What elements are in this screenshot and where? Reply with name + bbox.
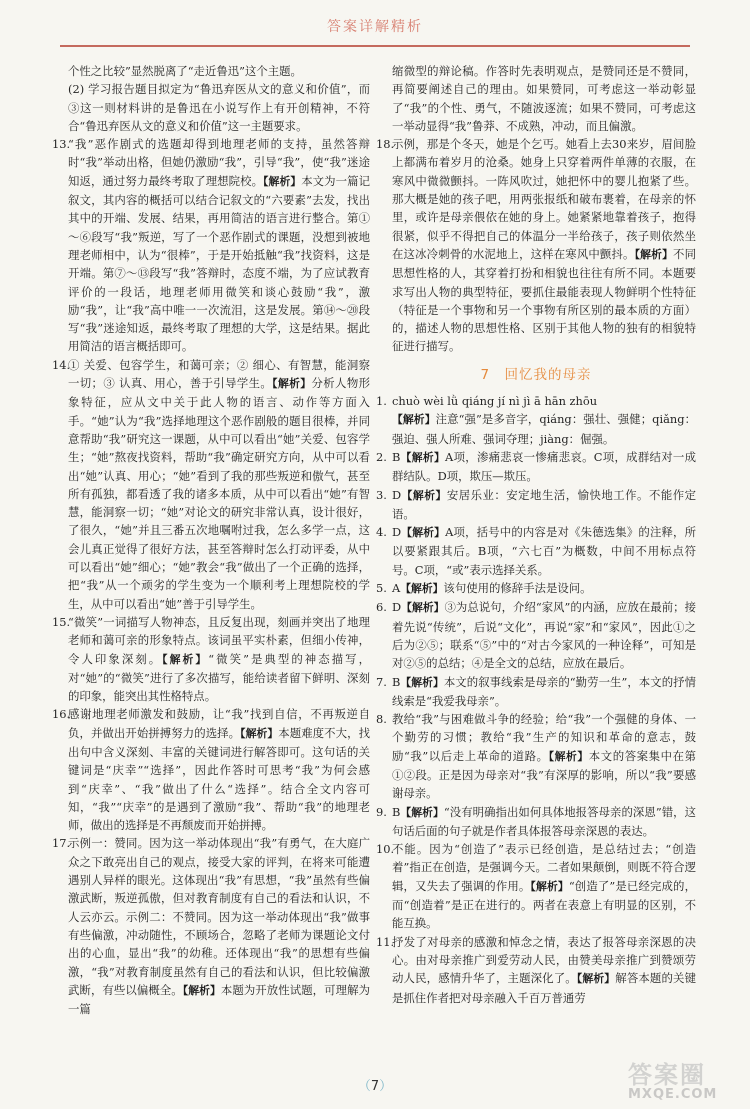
analysis-text: “创造了”是已经完成的，而“创造着”是正在进行的。两者在表意上有明显的区别，不能互换。	[392, 878, 696, 931]
analysis-text: 安居乐业：安定地生活，愉快地工作。不能作定语。	[392, 487, 696, 521]
answer-body: “我”恶作剧式的选题却得到地理老师的支持，虽然答辩时“我”举动出格，但她仍激励“我”，引导“我”，使“我”迷途知返，通过努力最终考取了理想院校。	[68, 137, 370, 188]
analysis-tag: 【解析】	[400, 582, 444, 596]
answer-text	[392, 135, 696, 356]
page-bracket-right: ）	[379, 1079, 393, 1094]
analysis-text: 分析人物形象特征，应从文中关于此人物的语言、动作等方面入手。“她”认为“我”选择地理这个恶作剧般的题目很棒，并同意帮助“我”研究这一课题，从中可以看出“她”关爱、包容学生；“她”熬夜找资料，帮助“我”确定研究方向，从中可以看出“她”认真、用心；“她”看到了我的那些叛逆和傲气，甚至所有孤独，都看透了我的诸多本质，从中可以看出“她”有智慧，能洞察一切；“她”对论文的研究非常认真，设计很好，了很久，“她”并且三番五次地嘱咐过我，怎么多学一点，这会儿真正觉得了很好方法，甚至答辩时怎么打动评委，从中可以看出“她”细心；“她”教会“我”做出了一个正确的选择，把“我”从一个顽劣的学生变为一个顺利考上理想院校的学生，从中可以看出“她”善于引导学生。	[68, 376, 370, 611]
analysis-text: 该句使用的修辞手法是设问。	[443, 581, 592, 596]
answer-item	[376, 62, 696, 135]
answer-text	[392, 486, 696, 524]
answer-number: 8.	[376, 712, 387, 727]
answer-body: ① 关爱、包容学生，和蔼可亲；② 细心、有智慧，能洞察一切；③ 认真、用心，善于引导学生。	[68, 357, 370, 391]
answer-item	[52, 135, 370, 356]
answer-item	[52, 62, 370, 135]
header-title: 答案详解精析	[327, 19, 423, 35]
analysis-tag: 【解析】	[401, 526, 446, 540]
analysis-text: 本文为一篇记叙文，其内容的概括可以结合记叙文的“六要素”去发，找出其中的开端、发展、结果，再用简洁的语言进行整合。第①～⑥段写“我”叛逆，写了一个恶作剧式的课题，没想到被地理老师相中，认为“很棒”，于是开始抵触“我”找资料，这是开端。第⑦～⑬段写“我”答辩时，态度不端，为了应试教育评价的一段话，地理老师用微笑和谈心鼓励“我”，激励“我”，让“我”高中唯一一次流泪，这是发展。第⑭～⑳段写“我”迷途知返，最终考取了理想的大学，这是结果。据此用简洁的语言概括即可。	[68, 173, 370, 354]
answer-item	[376, 486, 696, 524]
analysis-tag: 【解析】	[182, 983, 221, 997]
answer-body: 不能。因为“创造了”表示已经创造，是总结过去；“创造着”指正在创造，是强调今天。二者如果颠倒，则既不符合逻辑，又失去了强调的作用。	[392, 842, 696, 893]
analysis-tag: 【解析】	[401, 488, 447, 502]
answer-number: 17.	[52, 836, 71, 851]
analysis-tag: 【解析】	[576, 972, 616, 986]
answer-body: “微笑”一词描写人物神态，且反复出现，刻画并突出了地理老师和蔼可亲的形象特点。该词虽平实朴素，但细小传神，令人印象深刻。	[68, 614, 370, 666]
watermark-text: 答案圈	[628, 1061, 706, 1089]
page-header	[0, 0, 750, 62]
answer-item	[376, 710, 696, 802]
answer-body: A	[392, 581, 401, 596]
answer-item	[376, 448, 696, 486]
page-number	[345, 1075, 405, 1094]
answer-text	[392, 392, 696, 410]
answer-item	[376, 803, 696, 841]
answer-text	[68, 834, 370, 1018]
analysis-tag: 【解析】	[400, 805, 444, 819]
right-column-bottom	[376, 392, 696, 1007]
answer-number: 18.	[376, 137, 395, 152]
answer-body: 缩微型的辩论稿。作答时先表明观点，是赞同还是不赞同，再简要阐述自己的理由。如果赞同，可考虑这一举动彰显了“我”的个性、勇气，不随波逐流；如果不赞同，可考虑这一举动显得“我”鲁莽、不成熟，冲动，而且偏激。	[392, 64, 696, 133]
answer-text	[392, 840, 696, 932]
analysis-tag: 【解析】	[400, 675, 444, 689]
answer-number: 13.	[52, 137, 71, 152]
answer-number: 2.	[376, 449, 387, 464]
answer-text	[392, 710, 696, 802]
right-column-top	[376, 62, 696, 356]
answer-text	[392, 803, 696, 841]
answer-number: 16.	[52, 707, 71, 722]
answer-text	[392, 673, 696, 711]
answer-number: 6.	[376, 600, 387, 615]
analysis-text: 本题为开放性试题，可理解为一篇	[68, 982, 370, 1017]
answer-body: 个性之比较”显然脱离了“走近鲁迅”这个主题。	[68, 64, 302, 78]
page-number-value: 7	[370, 1079, 380, 1094]
answer-text	[392, 62, 696, 135]
answer-body: D	[392, 487, 402, 502]
answer-text	[68, 135, 370, 356]
answer-number: 14.	[52, 357, 71, 372]
answer-body: B	[392, 449, 401, 464]
answer-number: 7.	[376, 674, 387, 689]
answer-text	[392, 523, 696, 579]
answer-text	[392, 410, 696, 448]
analysis-text: “微笑”是典型的神态描写，对“她”的“微笑”进行了多次描写，能给读者留下鲜明、深刻的印象，能突出其性格特点。	[68, 651, 370, 704]
analysis-text: 注意“强”是多音字，qiáng：强壮、强健；qiǎng：强迫、强人所难、强词夺理；jiàng：倔强。	[392, 412, 697, 446]
answer-body: B	[392, 674, 401, 689]
analysis-text: A项，渗痛悲哀一惨痛悲哀。C项，成群结对一成群结队。D项，欺压—欺压。	[392, 449, 696, 484]
answer-text	[392, 579, 696, 598]
analysis-text: 本文的答案集中在第①②段。正是因为母亲对“我”有深厚的影响，所以“我”要感谢母亲。	[392, 748, 696, 801]
answer-text	[392, 933, 696, 1007]
answer-body: D	[392, 600, 402, 615]
answer-text	[68, 80, 370, 135]
analysis-tag: 【解析】	[272, 377, 312, 391]
answer-item	[376, 933, 696, 1007]
answer-text	[68, 705, 370, 834]
answer-body: D	[392, 525, 402, 540]
analysis-text: 不同思想性格的人，其穿着打扮和相貌也往往有所不同。本题要求写出人物的典型特征，要抓住最能表现人物鲜明个性特征（特征是一个事物和另一个事物有所区别的最本质的方面）的，描述人物的思想性格、区别于其他人物的独有的相貌特征进行描写。	[392, 246, 696, 354]
answer-item	[376, 523, 696, 579]
header-divider	[60, 45, 690, 47]
answer-item	[52, 834, 370, 1018]
answer-number: 3.	[376, 487, 387, 502]
answer-text	[68, 613, 370, 705]
answer-body: 感谢地理老师激发和鼓励，让“我”找到自信，不再叛逆自负，并做出开始拼搏努力的选择。	[68, 707, 370, 740]
answer-item	[376, 135, 696, 356]
answer-number: 5.	[376, 581, 387, 596]
answer-body: 示例，那是个冬天，她是个乞丐。她看上去30来岁，眉间脸上都满布着岁月的沧桑。她身上只穿着两件单薄的衣服，在寒风中微微颤抖。一阵风吹过，她把怀中的婴儿抱紧了些。那大概是她的孩子吧，用两张报纸和破布裹着，在母亲的怀里，或许是母亲偎依在她的身上。她紧紧地靠着孩子，抱得很紧，似乎不得把自己的体温分一半给孩子，孩子则依然坐在这冰冷刺骨的水泥地上，这样在寒风中颤抖。	[392, 137, 696, 261]
answer-item	[376, 840, 696, 932]
analysis-tag: 【解析】	[634, 247, 674, 261]
answer-body: 抒发了对母亲的感激和悼念之情，表达了报答母亲深恩的决心。由对母亲推广到爱劳动人民，由赞美母亲推广到赞颂劳动人民，感情升华了，主题深化了。	[392, 934, 696, 986]
answer-body: B	[392, 804, 401, 819]
analysis-text: A项，括号中的内容是对《朱德选集》的注释，所以要紧跟其后。B项，“六七百”为概数，中间不用标点符号。C项，“或”表示选择关系。	[392, 525, 697, 577]
answer-item	[52, 356, 370, 613]
analysis-tag: 【解析】	[392, 413, 436, 427]
answer-item	[376, 392, 696, 448]
answer-number: 11.	[376, 934, 395, 949]
answer-item	[376, 579, 696, 598]
analysis-text: ③为总说句，介绍“家风”的内涵，应放在最前；接着先说“传统”，后说“文化”，再说“家”和“家风”，因此①之后为②⑤；联系“⑤”中的“对古今家风的一种诠释”，可知是对②⑤的总结；④是全文的总结，应放在最后。	[392, 600, 696, 671]
answer-text	[392, 448, 696, 486]
right-column	[376, 62, 696, 1007]
answer-body: 示例一：赞同。因为这一举动体现出“我”有勇气，在大庭广众之下敢亮出自己的观点，接受大家的评判，在将来可能遭遇别人异样的眼光。这体现出“我”有思想，“我”虽然有些偏激武断，叛逆孤傲，但对教育制度有自己的看法和认识，不人云亦云。示例二：不赞同。因为这一举动体现出“我”做事有些偏激，冲动随性，不顾场合，忽略了老师为课题论文付出的心血，显出“我”的幼稚。还体现出“我”的思想有些偏激，“我”对教育制度虽然有自己的看法和认识，但比较偏激武断，有些以偏概全。	[68, 836, 370, 997]
answer-body: 教给“我”与困难做斗争的经验；给“我”一个强健的身体、一个勤劳的习惯；教给“我”生产的知识和革命的意志，鼓励“我”以后走上革命的道路。	[392, 712, 696, 763]
analysis-text: “没有明确指出如何具体地报答母亲的深恩”错，这句话后面的句子就是作者具体报答母亲深恩的表达。	[392, 804, 696, 838]
answer-number: 15.	[52, 614, 71, 629]
analysis-tag: 【解析】	[401, 601, 445, 615]
answer-number: 1.	[376, 394, 387, 409]
answer-item	[376, 598, 696, 672]
left-column	[52, 62, 370, 1018]
answer-number: 9.	[376, 804, 387, 819]
analysis-text: 本文的叙事线索是母亲的“勤劳一生”，本文的抒情线索是“我爱我母亲”。	[392, 674, 696, 708]
analysis-tag: 【解析】	[530, 879, 569, 893]
analysis-text: 本题难度不大，找出句中含义深刻、丰富的关键词进行解答即可。这句话的关键词是“庆幸”“选择”，因此作答时可思考“我”为何会感到“庆幸”、“我”做出了什么“选择”。结合全文内容可知，“我”“庆幸”的是遇到了激励“我”、帮助“我”的地理老师，做出的选择是不再颓废而开始拼搏。	[68, 725, 370, 833]
answer-number: 4.	[376, 525, 387, 540]
watermark-logo	[628, 1062, 748, 1106]
page-bracket-left: （	[357, 1079, 371, 1094]
answer-text	[392, 598, 696, 672]
analysis-text: 解答本题的关键是抓住作者把对母亲融入千百万普通劳	[392, 971, 696, 1005]
watermark-url: MXQE.COM	[628, 1087, 718, 1102]
analysis-tag: 【解析】	[240, 726, 279, 740]
answer-item	[52, 613, 370, 705]
answer-body: chuò wèi lǜ qiáng jí nì jì ā hān zhōu	[392, 394, 598, 409]
answer-number: 10.	[376, 842, 395, 857]
answer-item	[376, 673, 696, 711]
answer-body: (2) 学习报告题目拟定为“鲁迅弃医从文的意义和价值”，而③这一则材料讲的是鲁迅在小说写作上有开创精神，不符合“鲁迅弃医从文的意义和价值”这一主题要求。	[68, 82, 370, 133]
answer-text	[68, 356, 370, 613]
analysis-tag: 【解析】	[263, 174, 302, 188]
analysis-tag: 【解析】	[548, 749, 589, 763]
section-title: 7 回忆我的母亲	[480, 366, 592, 383]
analysis-tag: 【解析】	[400, 450, 446, 464]
answer-text	[68, 62, 370, 80]
analysis-tag: 【解析】	[162, 652, 209, 666]
answer-item	[52, 705, 370, 834]
